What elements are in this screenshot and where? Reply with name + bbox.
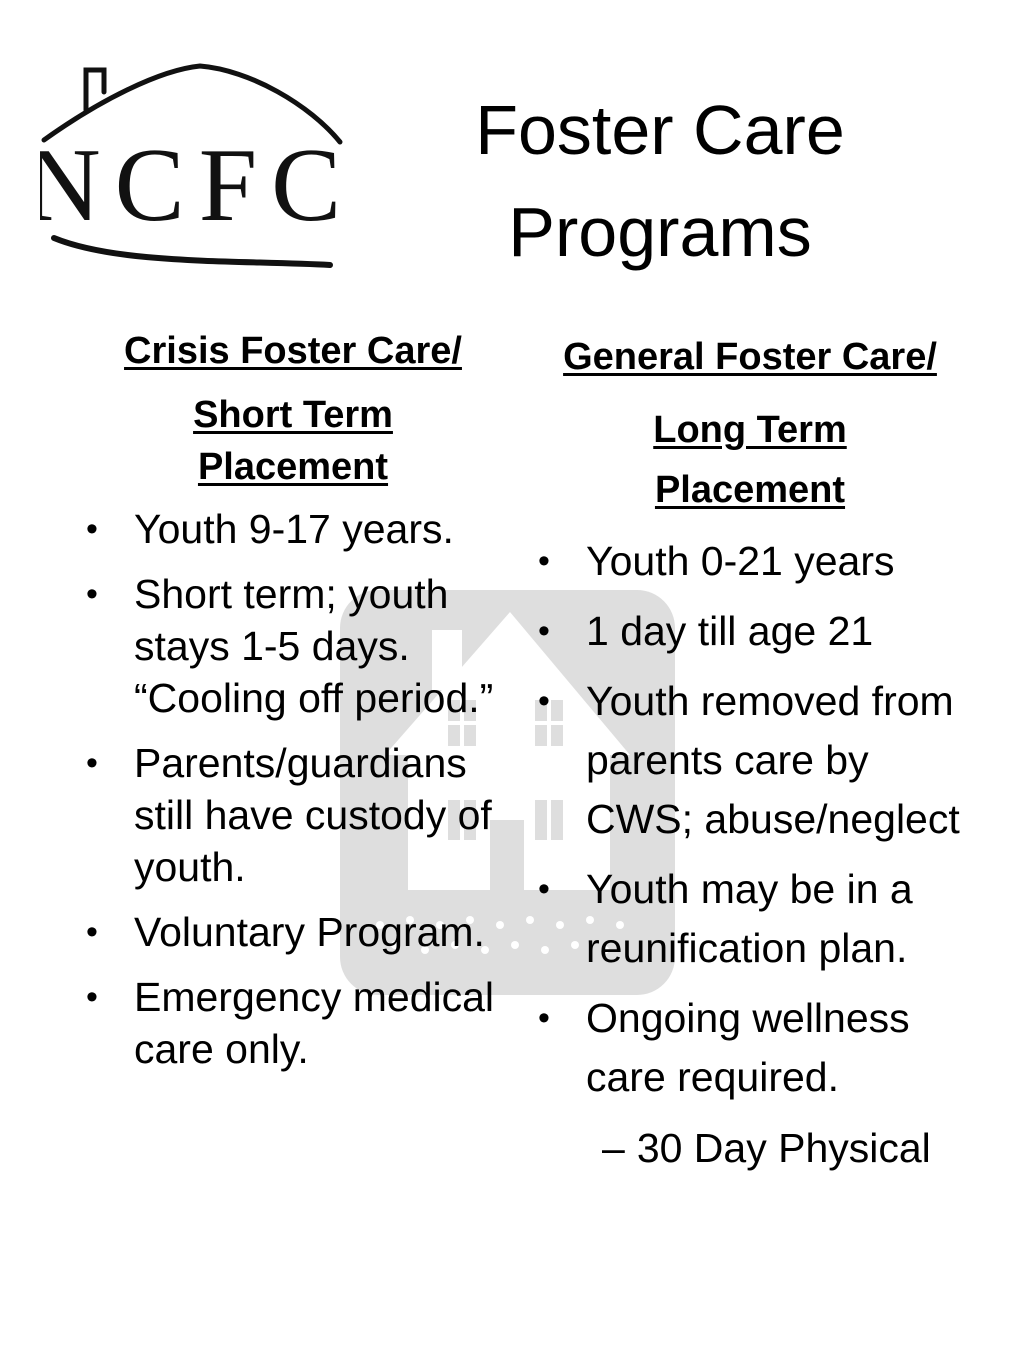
list-item (530, 989, 970, 1107)
list-item (78, 568, 508, 724)
dash-icon: – (602, 1125, 625, 1171)
list-item (78, 737, 508, 893)
bullet-icon: • (86, 575, 98, 613)
list-item-text: Voluntary Program. (134, 909, 485, 955)
list-item (530, 672, 970, 849)
sub-list-item (530, 1119, 970, 1178)
left-heading-2a-text: Short Term (193, 394, 393, 436)
list-item (530, 532, 970, 591)
crisis-foster-care-column (78, 325, 508, 1075)
list-item (530, 860, 970, 978)
right-heading-1-text: General Foster Care/ (563, 336, 937, 378)
logo-text: NCFC (40, 126, 345, 243)
title-line-2: Programs (508, 192, 812, 271)
bullet-icon: • (538, 870, 550, 908)
list-item-text: Youth may be in a reunification plan. (586, 866, 913, 971)
list-item (78, 971, 508, 1075)
page-title (420, 80, 900, 283)
left-heading-1-text: Crisis Foster Care/ (124, 330, 462, 372)
right-heading-2b-text: Placement (654, 469, 846, 511)
bullet-icon: • (538, 542, 550, 580)
list-item-text: 1 day till age 21 (586, 608, 874, 654)
list-item (78, 906, 508, 958)
left-heading-2b-text: Placement (197, 446, 389, 488)
bullet-icon: • (86, 744, 98, 782)
left-heading-line-2 (78, 389, 508, 493)
ncfc-logo (40, 60, 345, 280)
list-item-text: Youth 9-17 years. (134, 506, 454, 552)
list-item-text: Ongoing wellness care required. (586, 995, 910, 1100)
bullet-icon: • (86, 510, 98, 548)
bullet-icon: • (538, 612, 550, 650)
left-bullet-list (78, 503, 508, 1075)
right-heading-line-2 (530, 400, 970, 520)
general-foster-care-column (530, 330, 970, 1178)
right-bullet-list (530, 532, 970, 1107)
list-item-text: Parents/guardians still have custody of youth. (134, 740, 492, 890)
list-item-text: Youth 0-21 years (586, 538, 895, 584)
list-item (530, 602, 970, 661)
left-heading-line-1 (78, 325, 508, 377)
list-item-text: Emergency medical care only. (134, 974, 495, 1072)
title-line-1: Foster Care (475, 91, 845, 169)
list-item (78, 503, 508, 555)
list-item-text: Short term; youth stays 1-5 days. “Cooling off period.” (134, 571, 494, 721)
bullet-icon: • (86, 978, 98, 1016)
bullet-icon: • (538, 682, 550, 720)
sub-list-item-text: 30 Day Physical (636, 1125, 931, 1171)
right-heading-2a-text: Long Term (653, 409, 847, 451)
bullet-icon: • (86, 913, 98, 951)
bullet-icon: • (538, 999, 550, 1037)
list-item-text: Youth removed from parents care by CWS; abuse/neglect (586, 678, 960, 842)
house-logo-icon (40, 60, 345, 280)
right-heading-line-1 (530, 330, 970, 385)
